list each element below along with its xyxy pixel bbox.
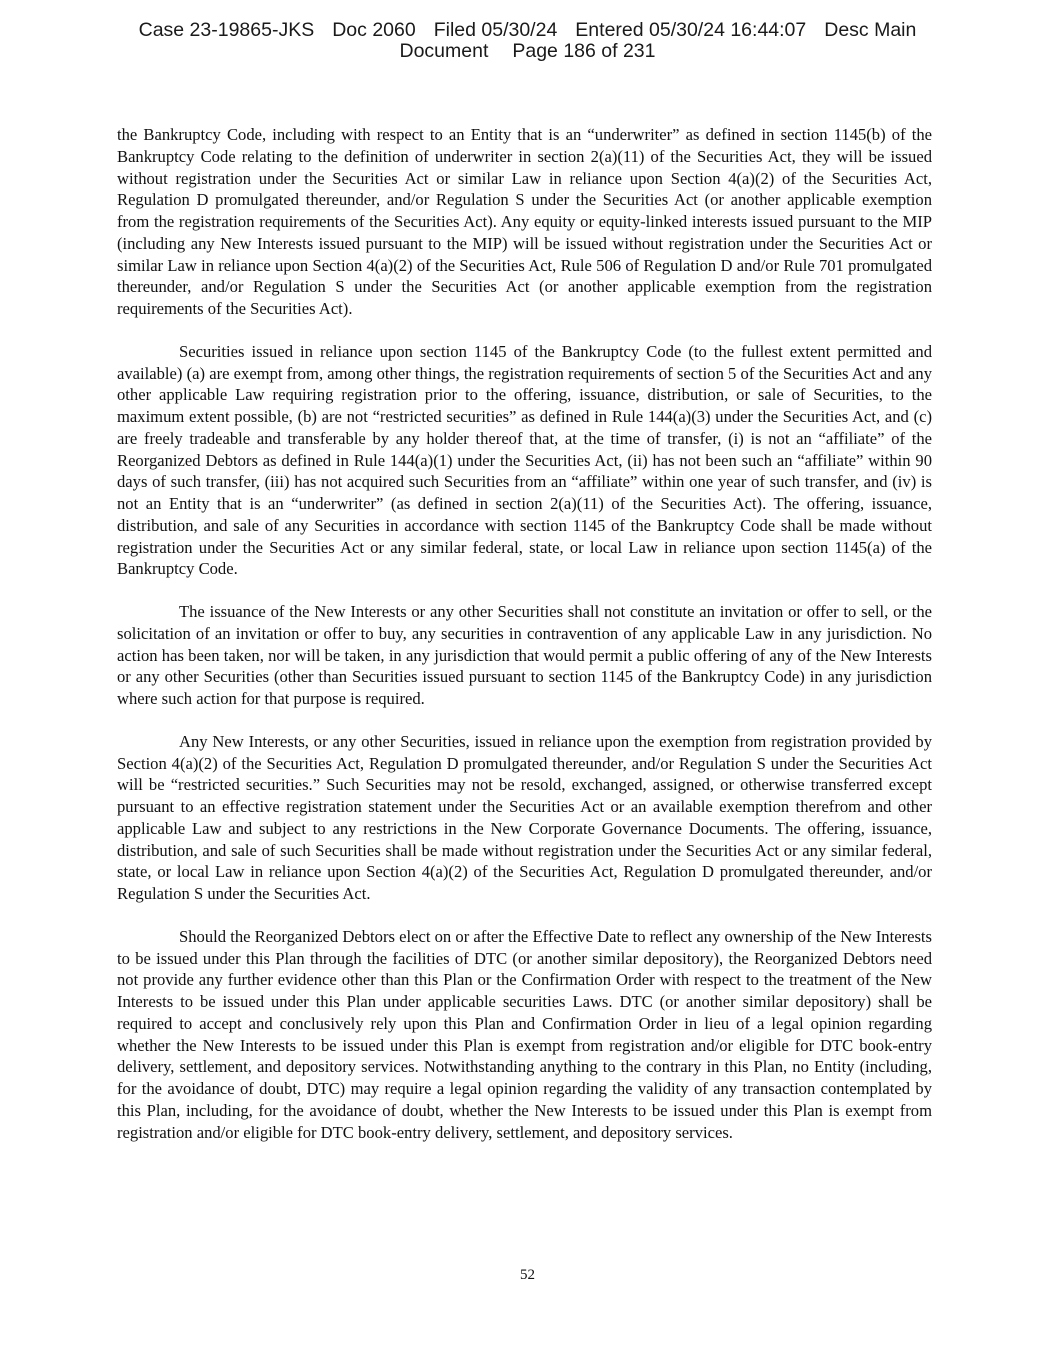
paragraph-dtc: Should the Reorganized Debtors elect on or after the Effective Date to reflect any ownership of the New Interests to be issued under this Plan through the facilities of DTC (or another similar depository), the Reorganized Debtors need not provide any further evidence other than this Plan or the Confirmation Order with respect to the treatment of the New Interests to be issued under this Plan under applicable securities Laws. DTC (or another similar depository) shall be required to accept and conclusively rely upon this Plan and Confirmation Order in lieu of a legal opinion regarding whether the New Interests to be issued under this Plan is exempt from registration and/or eligible for DTC book-entry delivery, settlement, and depository services. Notwithstanding anything to the contrary in this Plan, no Entity (including, for the avoidance of doubt, DTC) may require a legal opinion regarding the validity of any transaction contemplated by this Plan, including, for the avoidance of doubt, whether the New Interests to be issued under this Plan is exempt from registration and/or eligible for DTC book-entry delivery, settlement, and depository services. bbox=[117, 926, 932, 1142]
document-body bbox=[117, 124, 932, 1164]
doc-number: Doc 2060 bbox=[332, 19, 416, 41]
page-indicator: Page 186 of 231 bbox=[512, 40, 656, 62]
paragraph-restricted-securities: Any New Interests, or any other Securities, issued in reliance upon the exemption from registration provided by Section 4(a)(2) of the Securities Act, Regulation D promulgated thereunder, and/or Regulation S under the Securities Act will be “restricted securities.” Such Securities may not be resold, exchanged, assigned, or otherwise transferred except pursuant to an effective registration statement under the Securities Act or an available exemption therefrom and other applicable Law and subject to any restrictions in the New Corporate Governance Documents. The offering, issuance, distribution, and sale of such Securities shall be made without registration under the Securities Act or any similar federal, state, or local Law in reliance upon Section 4(a)(2) of the Securities Act, Regulation D promulgated thereunder, and/or Regulation S under the Securities Act. bbox=[117, 731, 932, 903]
filed-date: Filed 05/30/24 bbox=[433, 19, 558, 41]
paragraph-no-invitation: The issuance of the New Interests or any other Securities shall not constitute an invitation or offer to sell, or the solicitation of an invitation or offer to buy, any securities in contravention of any applicable Law in any jurisdiction. No action has been taken, nor will be taken, in any jurisdiction that would permit a public offering of any of the New Interests or any other Securities (other than Securities issued pursuant to section 1145 of the Bankruptcy Code) in any jurisdiction where such action for that purpose is required. bbox=[117, 602, 932, 708]
case-number: Case 23-19865-JKS bbox=[138, 19, 315, 41]
case-header-line-1 bbox=[0, 20, 1055, 41]
page-number: 52 bbox=[520, 1267, 535, 1283]
case-header-line-2 bbox=[0, 41, 1055, 62]
paragraph-continuation: the Bankruptcy Code, including with respect to an Entity that is an “underwriter” as defined in section 1145(b) of the Bankruptcy Code relating to the definition of underwriter in section 2(a)(11) of the Securities Act, they will be issued without registration under the Securities Act or similar Law in reliance upon Section 4(a)(2) of the Securities Act, Regulation D promulgated thereunder, and/or Regulation S under the Securities Act (or another applicable exemption from the registration requirements of the Securities Act). Any equity or equity-linked interests issued pursuant to the MIP (including any New Interests issued pursuant to the MIP) will be issued without registration under the Securities Act or similar Law in reliance upon Section 4(a)(2) of the Securities Act, Rule 506 of Regulation D and/or Rule 701 promulgated thereunder, and/or Regulation S under the Securities Act (or another applicable exemption from the registration requirements of the Securities Act). bbox=[117, 125, 932, 318]
desc-label: Desc Main bbox=[824, 19, 917, 41]
entered-date: Entered 05/30/24 16:44:07 bbox=[575, 19, 807, 41]
case-header bbox=[0, 20, 1055, 62]
document-label: Document bbox=[399, 40, 489, 62]
paragraph-section-1145: Securities issued in reliance upon section 1145 of the Bankruptcy Code (to the fullest extent permitted and available) (a) are exempt from, among other things, the registration requirements of section 5 of the Securities Act and any other applicable Law requiring registration prior to the offering, issuance, distribution, or sale of Securities, to the maximum extent possible, (b) are not “restricted securities” as defined in Rule 144(a)(3) under the Securities Act, and (c) are freely tradeable and transferable by any holder thereof that, at the time of transfer, (i) is not an “affiliate” of the Reorganized Debtors as defined in Rule 144(a)(1) under the Securities Act, (ii) has not been such an “affiliate” within 90 days of such transfer, (iii) has not acquired such Securities from an “affiliate” within one year of such transfer, and (iv) is not an Entity that is an “underwriter” (as defined in section 2(a)(11) of the Securities Act). The offering, issuance, distribution, and sale of any Securities in accordance with section 1145 of the Bankruptcy Code shall be made without registration under the Securities Act or any similar federal, state, or local Law in reliance upon section 1145(a) of the Bankruptcy Code. bbox=[117, 341, 932, 579]
